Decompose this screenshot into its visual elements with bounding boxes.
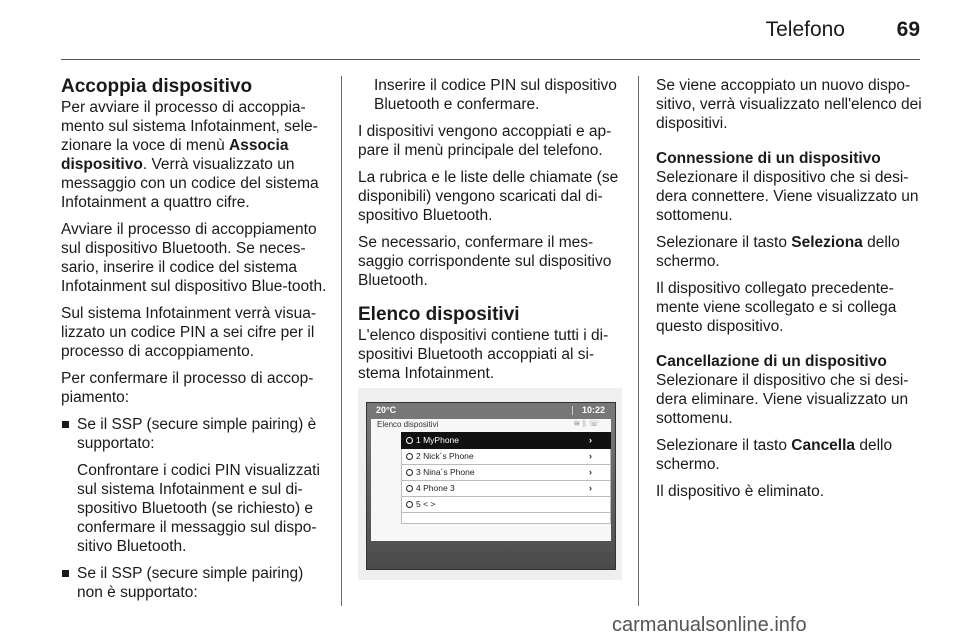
paragraph: La rubrica e le liste delle chiamate (se disponibili) vengono scaricati dal di-spositivo Bluetooth. (358, 169, 619, 224)
wifi-icon: ≋ (573, 419, 583, 428)
chevron-right-icon: › (589, 467, 592, 477)
paragraph: Selezionare il dispositivo che si desi-dera connettere. Viene visualizzato un sottomenu. (656, 169, 919, 224)
paragraph: Il dispositivo collegato precedente-mente viene scollegato e si collega questo dispositivo. (656, 280, 897, 335)
page-number: 69 (896, 18, 920, 41)
bullet-continuation: Inserire il codice PIN sul dispositivo Bluetooth e confermare. (374, 77, 617, 113)
text: dello schermo. (656, 437, 893, 473)
paragraph: Se necessario, confermare il mes-saggio corrispondente sul dispositivo Bluetooth. (358, 234, 612, 289)
paragraph (656, 436, 922, 474)
chevron-right-icon: › (589, 435, 592, 445)
paragraph: Il dispositivo è eliminato. (656, 483, 824, 500)
device-name: 3 Nina´s Phone (416, 467, 475, 477)
paragraph: Per confermare il processo di accop-piamento: (61, 370, 314, 406)
paragraph: Sul sistema Infotainment verrà visua-lizzato un codice PIN a sei cifre per il processo di accoppiamento. (61, 305, 316, 360)
radio-icon (406, 437, 413, 444)
bullet-square-icon (62, 570, 69, 577)
paragraph (61, 98, 329, 212)
temperature: 20°C (376, 405, 397, 415)
button-term: Cancella (791, 437, 856, 454)
status-icons (573, 419, 601, 428)
device-row[interactable] (401, 481, 611, 497)
text: Selezionare il tasto (656, 234, 792, 251)
column-2 (358, 76, 624, 391)
status-bar (367, 403, 615, 418)
screenshot-device-list (358, 388, 622, 580)
bullet-detail: Confrontare i codici PIN visualizzati sul sistema Infotainment e sul di-spositivo Bluetooth (se richiesto) e confermare il messaggio sul dispo-sitivo Bluetooth. (77, 462, 320, 555)
paragraph (656, 233, 922, 271)
clock: 10:22 (581, 405, 605, 415)
bullet-square-icon (62, 421, 69, 428)
header-divider (61, 59, 920, 60)
menu-term: Associa dispositivo (61, 137, 289, 173)
phone-icon: ☏ (588, 419, 601, 428)
bullet-text: Se il SSP (secure simple pairing) non è supportato: (77, 565, 304, 601)
bullet-item (61, 564, 329, 602)
empty-row (401, 513, 611, 524)
radio-icon (406, 485, 413, 492)
column-1 (61, 76, 329, 610)
bullet-item (61, 415, 329, 453)
text: dello schermo. (656, 234, 900, 270)
section-title: Telefono (765, 18, 845, 41)
text: . Verrà visualizzato un messaggio con un codice del sistema Infotainment a quattro cifre. (61, 156, 319, 211)
radio-icon (406, 469, 413, 476)
heading-accoppia-dispositivo: Accoppia dispositivo (61, 76, 253, 97)
divider (572, 406, 573, 415)
device-list (401, 432, 611, 524)
device-name: 5 < > (416, 499, 436, 509)
paragraph: Se viene accoppiato un nuovo dispo-sitivo, verrà visualizzato nell'elenco dei dispositivi. (656, 77, 922, 132)
device-name: 1 MyPhone (416, 435, 459, 445)
paragraph: Avviare il processo di accoppiamento sul dispositivo Bluetooth. Se neces-sario, inserire il codice del sistema Infotainment sul dispositivo Blue-tooth. (61, 221, 327, 295)
heading-elenco-dispositivi: Elenco dispositivi (358, 304, 520, 325)
button-term: Seleziona (791, 234, 863, 251)
column-divider (341, 76, 342, 606)
column-3 (656, 76, 922, 509)
bullet-text: Se il SSP (secure simple pairing) è supportato: (77, 416, 317, 452)
radio-icon (406, 501, 413, 508)
heading-connessione: Connessione di un dispositivo (656, 150, 881, 167)
radio-icon (406, 453, 413, 460)
device-name: 2 Nick´s Phone (416, 451, 474, 461)
text: Selezionare il tasto (656, 437, 792, 454)
device-row[interactable] (401, 432, 611, 449)
heading-cancellazione: Cancellazione di un dispositivo (656, 353, 887, 370)
chevron-right-icon: › (589, 483, 592, 493)
device-list-panel (371, 419, 611, 541)
device-row[interactable] (401, 449, 611, 465)
paragraph: I dispositivi vengono accoppiati e ap-pare il menù principale del telefono. (358, 123, 612, 159)
device-row[interactable] (401, 465, 611, 481)
device-name: 4 Phone 3 (416, 483, 455, 493)
device-row[interactable] (401, 497, 611, 513)
bluetooth-icon: ᛒ (582, 419, 589, 428)
column-divider (638, 76, 639, 606)
paragraph: Selezionare il dispositivo che si desi-dera eliminare. Viene visualizzato un sottomenu. (656, 372, 909, 427)
panel-title: Elenco dispositivi (377, 420, 439, 429)
paragraph: L'elenco dispositivi contiene tutti i di-spositivi Bluetooth accoppiati al si-stema Infotainment. (358, 327, 609, 382)
text: Per avviare il processo di accoppia-mento sul sistema Infotainment, sele-zionare la voce di menù (61, 99, 318, 154)
infotainment-screen (366, 402, 616, 570)
watermark: carmanualsonline.info (612, 614, 807, 636)
chevron-right-icon: › (589, 451, 592, 461)
